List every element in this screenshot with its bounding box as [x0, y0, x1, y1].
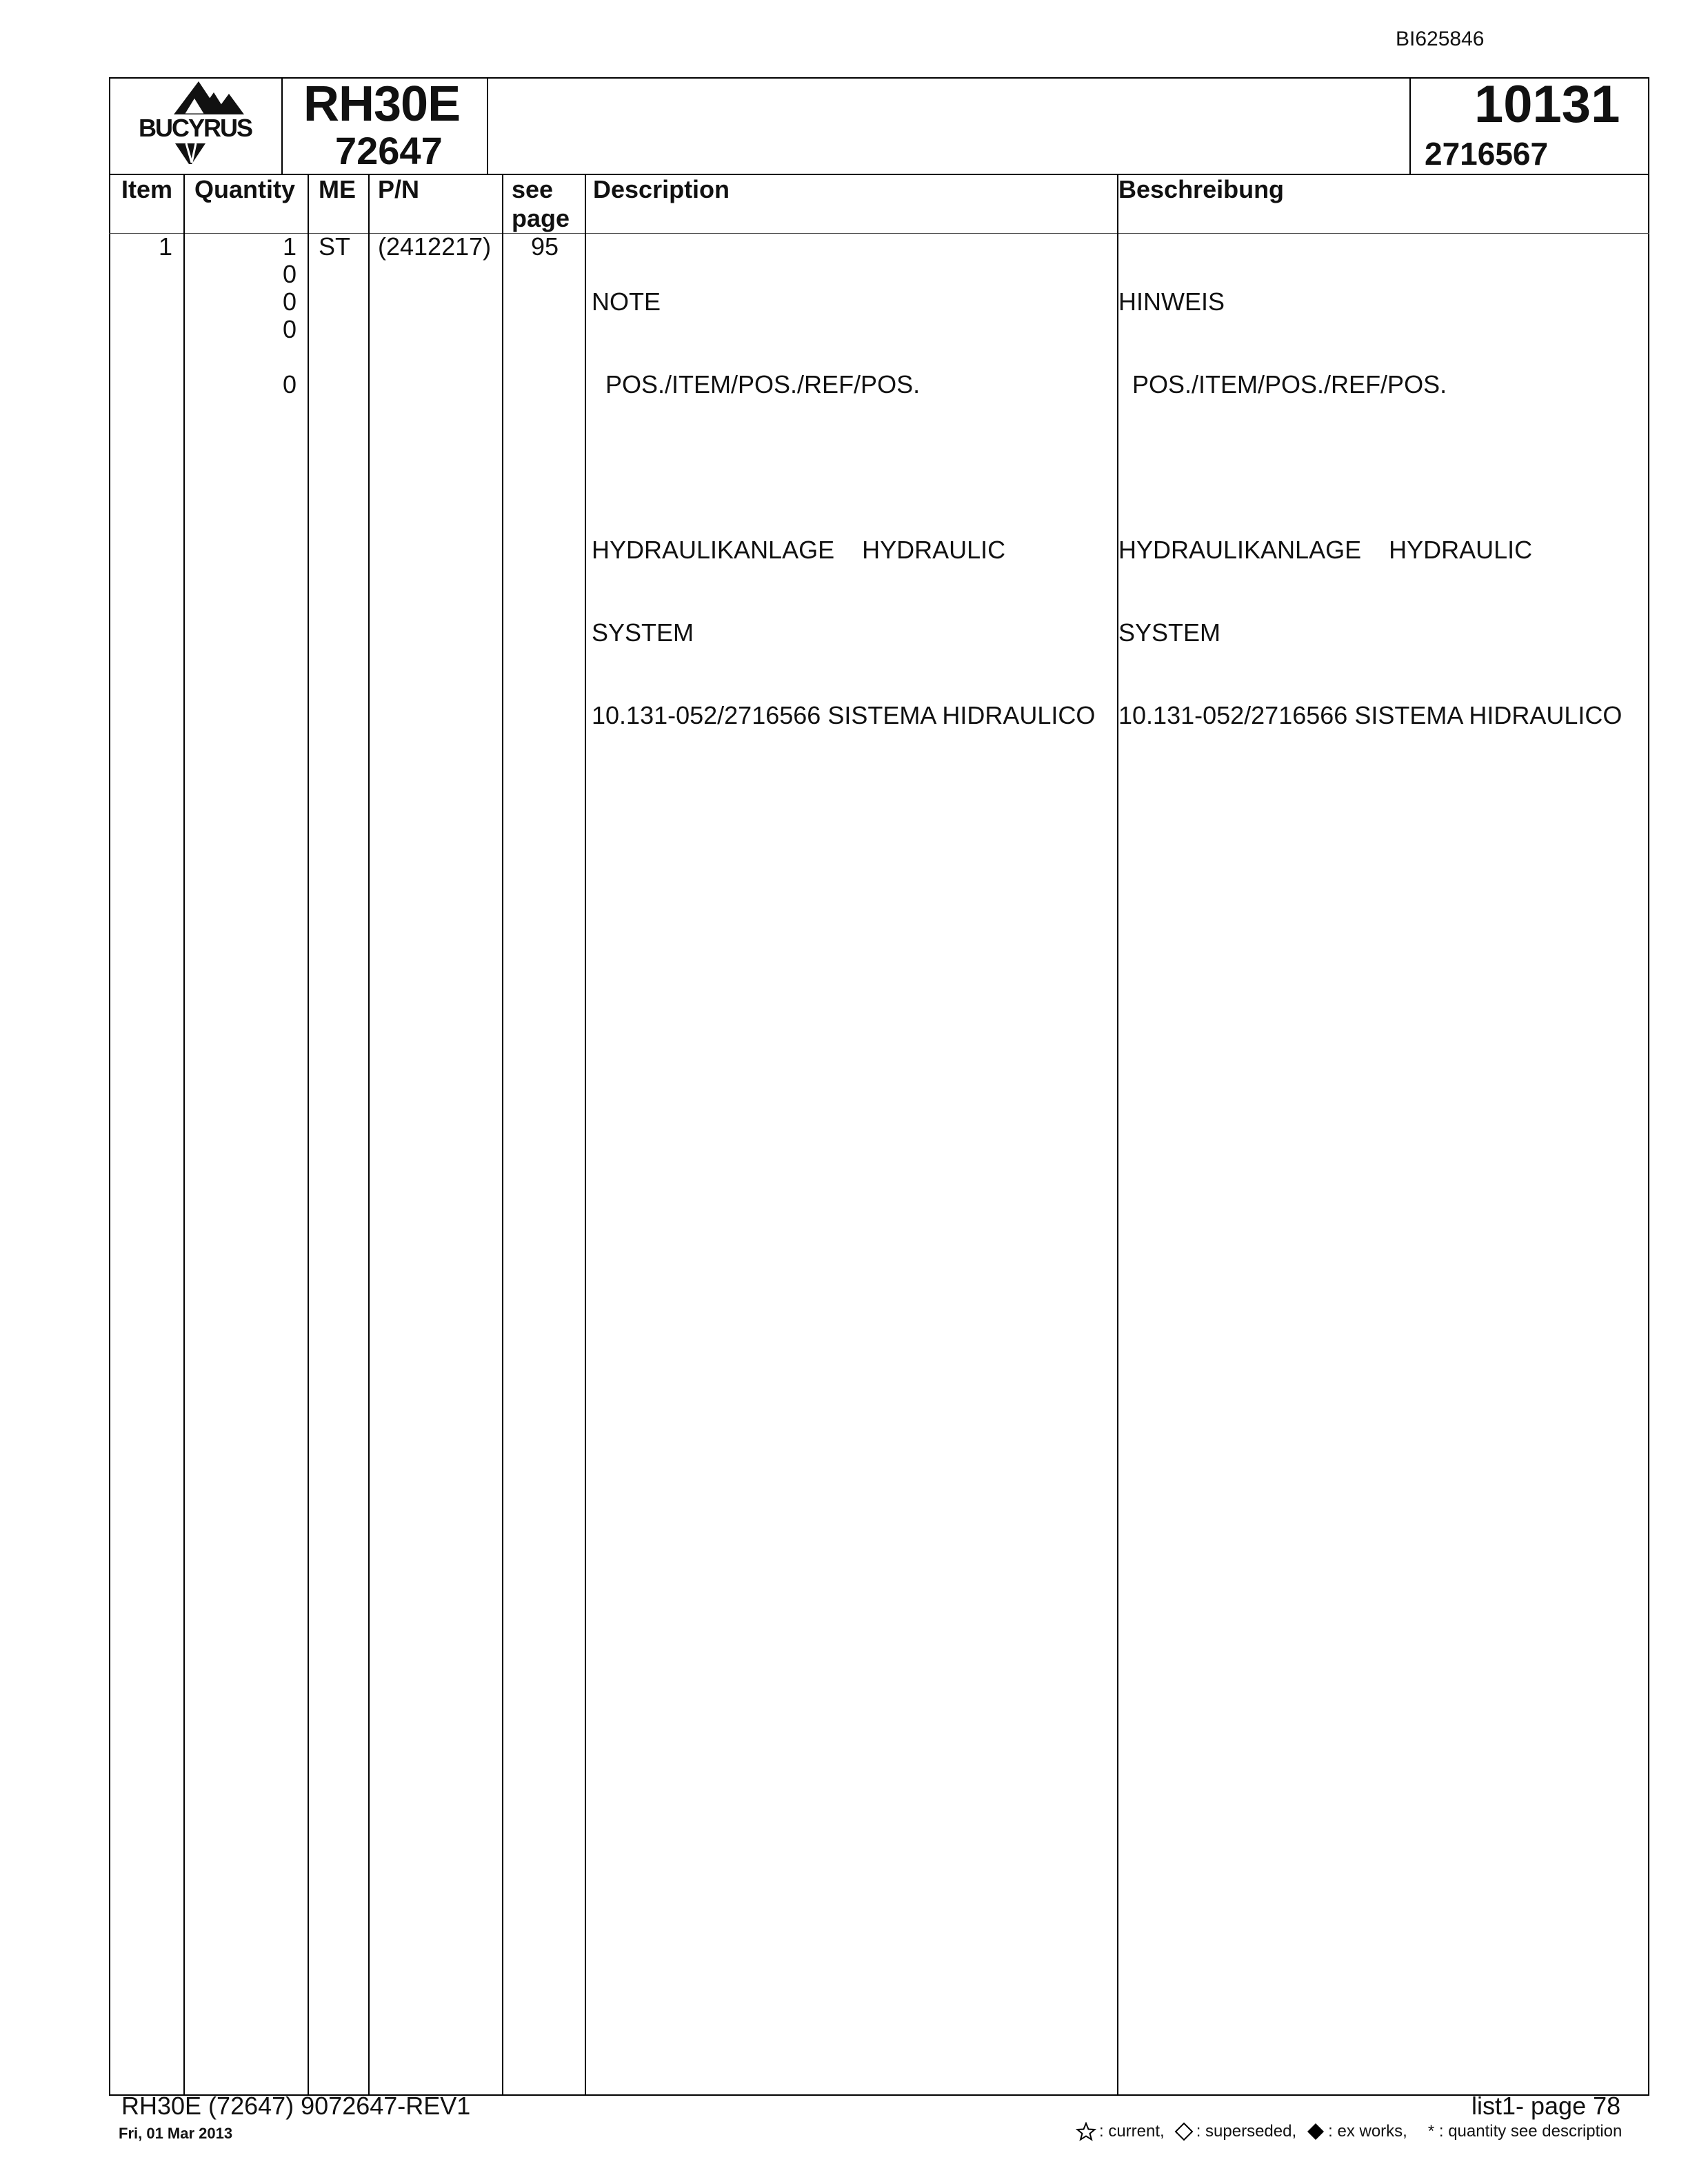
description-line: POS./ITEM/POS./REF/POS. [592, 370, 921, 398]
footer-legend [1076, 2122, 1631, 2141]
description-line: 10.131-052/2716566 SISTEMA HIDRAULICO [592, 701, 1096, 729]
column-header-see-page [512, 175, 570, 233]
quantity-line: 1 [282, 232, 297, 261]
quantity-line: 0 [282, 370, 297, 398]
svg-text:BUCYRUS: BUCYRUS [138, 114, 252, 142]
beschreibung-line: HYDRAULIKANLAGE HYDRAULIC [1118, 536, 1533, 564]
column-divider [585, 174, 586, 2096]
beschreibung-line: HINWEIS [1118, 287, 1225, 316]
column-header-description: Description [593, 175, 730, 203]
star-outline-icon [1076, 2122, 1096, 2141]
column-header-quantity: Quantity [194, 175, 296, 203]
model-name: RH30E [303, 77, 461, 132]
column-header-pn: P/N [378, 175, 420, 203]
diamond-outline-icon [1174, 2122, 1194, 2141]
row-quantity [228, 233, 297, 398]
header-divider [1409, 77, 1411, 175]
description-line [592, 454, 1095, 481]
legend-quantity-label: * : quantity see description [1427, 2122, 1622, 2141]
quantity-line: 0 [282, 287, 297, 316]
description-line: SYSTEM [592, 618, 694, 647]
column-header-item: Item [121, 175, 173, 203]
row-part-number: (2412217) [378, 232, 492, 261]
header-divider [487, 77, 488, 175]
legend-superseded-label: : superseded, [1196, 2122, 1297, 2141]
legend-ex-works-label: : ex works, [1328, 2122, 1407, 2141]
beschreibung-line: SYSTEM [1118, 618, 1221, 647]
row-item: 1 [158, 232, 172, 261]
document-id: BI625846 [1396, 28, 1485, 50]
section-code: 10131 [1474, 75, 1620, 134]
column-header-beschreibung: Beschreibung [1118, 175, 1285, 203]
footer-date: Fri, 01 Mar 2013 [119, 2125, 233, 2142]
column-header-me: ME [319, 175, 356, 203]
model-number: 72647 [335, 129, 443, 172]
column-divider [368, 174, 370, 2096]
row-me: ST [319, 232, 351, 261]
quantity-line: 0 [282, 260, 297, 288]
row-beschreibung [1118, 233, 1622, 785]
column-divider [502, 174, 503, 2096]
diamond-filled-icon [1306, 2122, 1325, 2141]
row-see-page: 95 [530, 232, 559, 261]
beschreibung-line: 10.131-052/2716566 SISTEMA HIDRAULICO [1118, 701, 1622, 729]
section-number: 2716567 [1425, 136, 1549, 172]
bucyrus-logo-mark [117, 79, 276, 175]
beschreibung-line: POS./ITEM/POS./REF/POS. [1118, 370, 1447, 398]
column-divider [308, 174, 309, 2096]
column-header-see: see [512, 175, 554, 203]
legend-current-label: : current, [1099, 2122, 1165, 2141]
description-line: HYDRAULIKANLAGE HYDRAULIC [592, 536, 1006, 564]
quantity-line [228, 343, 297, 371]
header-divider [281, 77, 283, 175]
description-line: NOTE [592, 287, 661, 316]
footer-document-reference: RH30E (72647) 9072647-REV1 [121, 2092, 471, 2120]
column-header-page: page [512, 204, 570, 232]
quantity-line: 0 [282, 315, 297, 343]
row-description [592, 233, 1095, 785]
column-divider [183, 174, 185, 2096]
footer-page-number: list1- page 78 [1471, 2092, 1621, 2120]
beschreibung-line [1118, 454, 1622, 481]
bucyrus-logo [117, 79, 276, 175]
